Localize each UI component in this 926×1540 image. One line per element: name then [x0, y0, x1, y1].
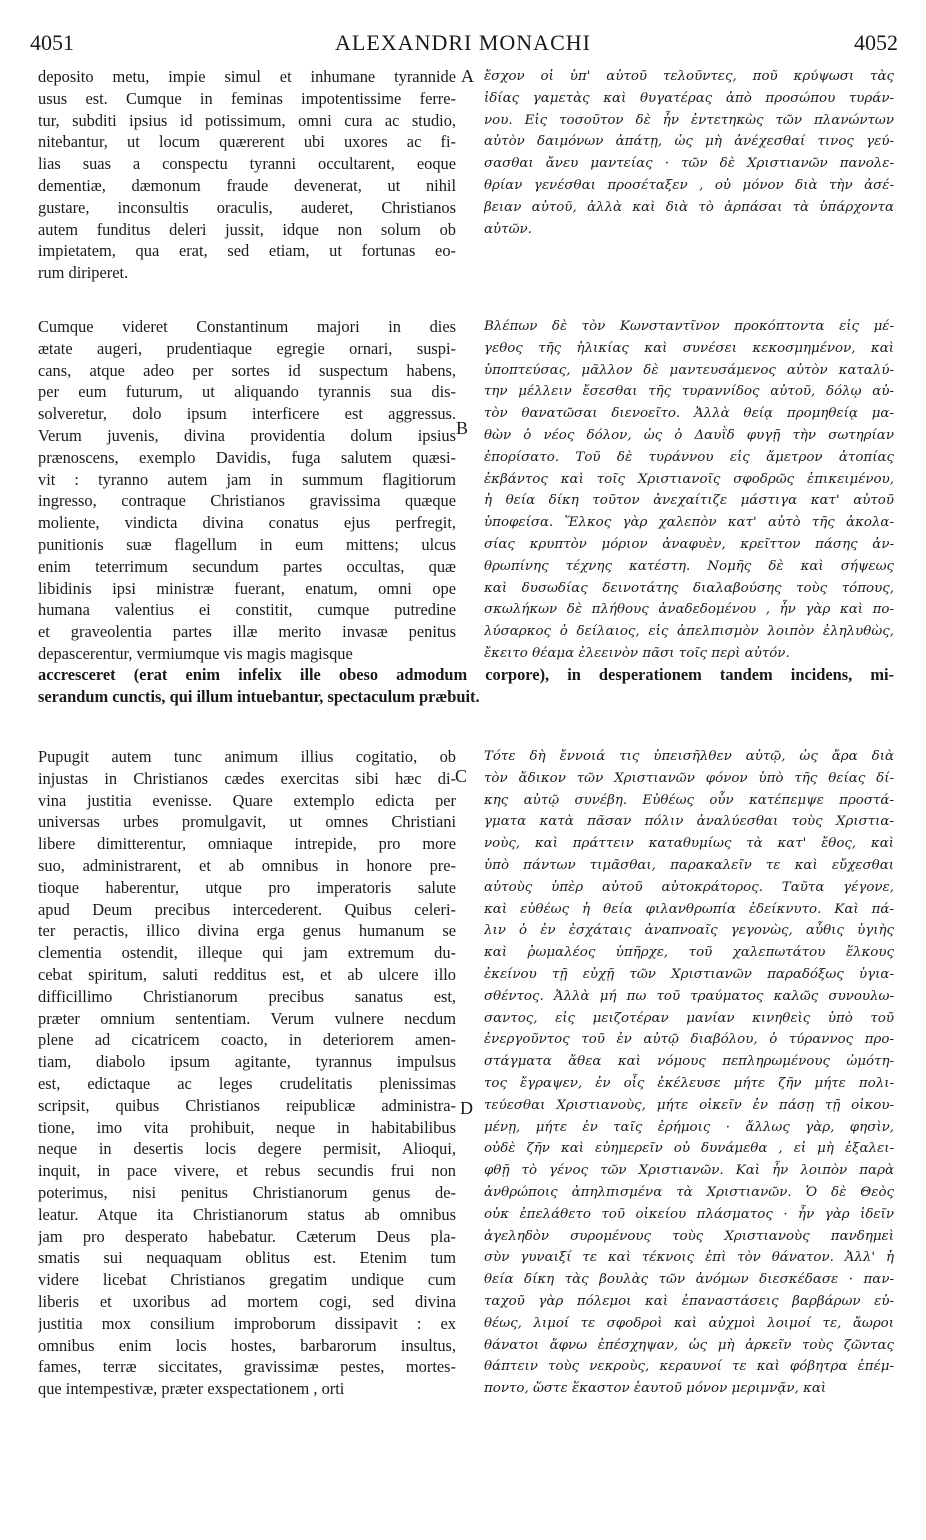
- greek-text-line: ἔσχον οἱ ὑπ' αὐτοῦ τελοῦντες, ποῦ κρύψωσι τὰς: [484, 69, 894, 84]
- latin-text-line: Verum juvenis, divina providentia dolum ipsius: [38, 425, 456, 445]
- latin-text-line: lias suas a conspectu tyranni occultarent, eoque: [38, 154, 456, 174]
- margin-marker-c: C: [455, 766, 468, 786]
- greek-paragraph-2: [484, 316, 894, 665]
- greek-text-line: σθέντος. Ἀλλὰ μή πω τοῦ τραύματος καλῶς συνουλω-: [484, 988, 894, 1004]
- greek-text-line: ἐνεργοῦντος τοῦ ἐν αὐτῷ διαβόλου, ὁ τύραννος προ-: [484, 1032, 894, 1048]
- greek-text-line: τεύεσθαι Χριστιανοὺς, μήτε οἰκεῖν ἐν πάσῃ τῇ οἰκου-: [484, 1097, 894, 1113]
- latin-text-line: tioque haberentur, utque pro imperatoris salute: [38, 877, 456, 897]
- latin-text-line: ingresso, contraque Christianos gravissima quæque: [38, 491, 456, 511]
- greek-text-line: σκωλήκων δὲ πλήθους ἀναδεδομένου , ἦν γὰρ καὶ πο-: [484, 602, 894, 618]
- greek-text-line: τὸν ἄδικον τῶν Χριστιανῶν φόνον ὑπὸ τῆς θείας δί-: [484, 770, 894, 786]
- latin-text-line: prænoscens, exemplo Davidis, fuga salutem quæsi-: [38, 447, 456, 467]
- greek-text-line: ποντο, ὥστε ἕκαστον ἑαυτοῦ μόνον μεριμνᾷν, καὶ: [484, 1381, 827, 1397]
- latin-text-line: Cumque videret Constantinum majori in dies: [38, 317, 456, 336]
- greek-text-line: θεία δίκη τὰς βουλὰς τῶν ἀνόμων διεσκέδασε · παν-: [484, 1272, 894, 1288]
- greek-text-line: φθῇ τὸ γένος τῶν Χριστιανῶν. Καὶ ἦν λοιπὸν παρὰ: [484, 1163, 894, 1179]
- latin-text-line: punitionis suæ flagellum in eum mittens; ulcus: [38, 534, 456, 554]
- latin-text-line: moliente, vindicta divina conatus ejus perfregit,: [38, 513, 456, 533]
- greek-text-line: οὐκ ἐπελάθετο τοῦ οἰκείου πλάσματος · ἦν γὰρ ἰδεῖν: [484, 1206, 894, 1222]
- latin-text-line: ter peractis, illico divina erga genus humanum se: [38, 921, 456, 941]
- latin-text-line: vit : tyranno autem jam in summum flagitiorum: [38, 469, 456, 489]
- greek-text-line: λιν ὁ ἐν ἐσχάταις ἀναπνοαῖς γεγονὼς, αὖθις ὑγιὴς: [484, 923, 894, 939]
- latin-text-line: leatur. Atque ita Christianorum status ab omnibus: [38, 1204, 456, 1224]
- greek-text-line: κης αὐτῷ συνέβη. Εὐθέως οὖν κατέπεμψε προστά-: [484, 792, 894, 808]
- latin-text-line: vina justitia evenisse. Quare extemplo edicta per: [38, 790, 456, 810]
- full-width-text-line: accresceret (erat enim infelix ille obeso admodum corpore), in desperationem tandem incidens, mi-: [38, 665, 894, 684]
- greek-text-line: ἐκείνου τῇ εὐχῇ τῶν Χριστιανῶν παραδόξως ὑγια-: [484, 966, 894, 982]
- greek-text-line: Βλέπων δὲ τὸν Κωνσταντῖνον προκόπτοντα εἰς μέ-: [484, 319, 894, 334]
- latin-text-line: rum diriperet.: [38, 263, 129, 283]
- latin-text-line: liberis et uxoribus ad mortem cogi, sed divina: [38, 1291, 456, 1311]
- latin-paragraph-3: [38, 746, 456, 1400]
- latin-text-line: tur, subditi ipsius id potissimum, omni cura ac studio,: [38, 110, 456, 130]
- greek-text-line: ἀγεληδὸν συρομένους τοὺς Χριστιανοὺς πανδημεὶ: [484, 1228, 894, 1244]
- greek-text-line: ἔκειτο θέαμα ἐλεεινὸν πᾶσι τοῖς περὶ αὐτόν.: [484, 645, 790, 661]
- latin-text-line: dementiæ, dæmonum fraude devenerat, ut nihil: [38, 175, 456, 195]
- latin-text-line: scripsit, quibus Christianos reipublicæ administra-: [38, 1095, 456, 1115]
- greek-text-line: ἐπορίσατο. Τοῦ δὲ τυράννου εἰς ἄμετρον ἀτοπίας: [484, 449, 894, 465]
- greek-text-line: καὶ ῥωμαλέος ὑπῆρχε, τοῦ χαλεπωτάτου ἕλκους: [484, 945, 894, 961]
- latin-text-line: clementia ostendit, illeque qui jam extremum du-: [38, 943, 456, 963]
- page-header: [0, 30, 926, 58]
- latin-text-line: inquit, in pace vivere, et rebus secundis frui non: [38, 1161, 456, 1181]
- latin-text-line: tiam, diabolo ipsum agitante, tyrannus impulsus: [38, 1052, 456, 1072]
- latin-text-line: enim teterrimum secundum partes occultas, quæ: [38, 556, 456, 576]
- greek-text-line: νοὺς, καὶ πράττειν καταθυμίως τὰ κατ' ἔθος, καὶ: [484, 836, 894, 852]
- latin-text-line: smatis sui nequaquam oblitus est. Etenim tum: [38, 1248, 456, 1268]
- latin-text-line: per eum futurum, ut aliquando tyrannis sua dis-: [38, 382, 456, 402]
- greek-text-line: τος ἔγραψεν, ἐν οἷς ἐκέλευσε μήτε ζῆν μήτε πολι-: [484, 1075, 894, 1091]
- greek-text-line: θάνατοι ἄφνω ἐπέσχηψαν, ὡς μὴ ἀρκεῖν τοὺς ζῶντας: [484, 1337, 894, 1353]
- greek-text-line: θὼν ὁ νέος δόλον, ὡς ὁ Δαυῒδ φυγῇ τὴν σωτηρίαν: [484, 427, 894, 443]
- greek-text-line: Τότε δὴ ἔννοιά τις ὑπεισῆλθεν αὐτῷ, ὡς ἄρα διὰ: [484, 749, 894, 764]
- greek-text-line: σίας κρυπτὸν μόριον ἀναφυὲν, κρεῖττον πάσης ἀν-: [484, 536, 894, 552]
- greek-text-line: καὶ εὐθέως ἡ θεία φιλανθρωπία ἐδείκνυτο. Καὶ πά-: [484, 901, 894, 917]
- greek-text-line: θέως, λιμοί τε σφοδροὶ καὶ αὐχμοὶ λοιμοί τε, ἄωροι: [484, 1315, 894, 1331]
- latin-paragraph-1: [38, 66, 456, 284]
- greek-text-line: καὶ δυσωδίας δεινοτάτης διαλαβούσης τοὺς τόπους,: [484, 580, 894, 596]
- latin-text-line: fames, terræ siccitates, gravissimæ pestes, mortes-: [38, 1357, 456, 1377]
- latin-text-line: que intempestivæ, præter exspectationem , orti: [38, 1379, 345, 1399]
- latin-text-line: jam pro desperato habebatur. Cæterum Deus pla-: [38, 1226, 456, 1246]
- latin-text-line: ætate augeri, prudentiaque egregie ornari, suspi-: [38, 338, 456, 358]
- latin-text-line: plene ad cicatricem coacto, in deteriorem amen-: [38, 1030, 456, 1050]
- greek-text-line: σαντος, εἰς μειζοτέραν μανίαν κινηθεὶς ὑπὸ τοῦ: [484, 1010, 894, 1026]
- latin-text-line: gustare, inconsultis oraculis, auderet, Christianos: [38, 197, 456, 217]
- latin-text-line: deposito metu, impie simul et inhumane tyrannide: [38, 67, 456, 86]
- latin-text-line: tione, imo vita prohibuit, neque in habitabilibus: [38, 1117, 456, 1137]
- greek-text-line: στάγματα ἄθεα καὶ νόμους πεπληρωμένους ὠμότη-: [484, 1054, 894, 1070]
- latin-text-line: usus est. Cumque in feminas impotentissime ferre-: [38, 88, 456, 108]
- latin-text-line: apud Deum precibus intercederent. Quibus celeri-: [38, 899, 456, 919]
- latin-text-line: injustas in Christianos cædes exercitas sibi hæc di-: [38, 768, 456, 788]
- greek-text-line: ὑπὸ πάντων τιμᾶσθαι, παρακαλεῖν τε καὶ εὔχεσθαι: [484, 857, 894, 873]
- greek-text-line: σασθαι ἄνευ μαντείας · τῶν δὲ Χριστιανῶν πανολε-: [484, 156, 894, 172]
- latin-text-line: libidinis ipsi ministræ fuerant, enatum, omni ope: [38, 578, 456, 598]
- greek-text-line: ὑποφείσα. Ἕλκος γὰρ χαλεπὸν κατ' αὐτὸ τῆς ἀκολα-: [484, 515, 894, 531]
- greek-text-line: γεθος τῆς ἡλικίας καὶ συνέσει κεκοσμημένον, καὶ: [484, 340, 894, 356]
- latin-text-line: justitia mox consilium improborum dissipavit : ex: [38, 1313, 456, 1333]
- greek-text-line: ἐκβάντος καὶ τοῖς Χριστιανοῖς σφοδρῶς ἐπικειμένου,: [484, 471, 894, 487]
- margin-marker-a: A: [461, 66, 474, 86]
- greek-text-line: θάπτειν τοὺς νεκροὺς, κεραυνοί τε καὶ φόβητρα ἐπέμ-: [484, 1359, 894, 1375]
- latin-text-line: suo, administrarent, et ab omnibus in honore pre-: [38, 855, 456, 875]
- latin-text-line: nitebantur, ut locum quærerent ubi uxores ac fi-: [38, 132, 456, 152]
- greek-text-line: την μέλλειν ἔσεσθαι τῆς τυραννίδος αὐτοῦ, δόλῳ αὐ-: [484, 384, 894, 400]
- greek-text-line: ταχοῦ γὰρ πόλεμοι καὶ ἐπαναστάσεις βαρβάρων εὐ-: [484, 1293, 894, 1309]
- greek-paragraph-3: [484, 746, 894, 1400]
- greek-text-line: σὺν γυναιξί τε καὶ τέκνοις ἐπὶ τὸν θάνατον. Ἀλλ' ἡ: [484, 1250, 894, 1266]
- latin-text-line: solveretur, dolo ipsum interficere est aggressus.: [38, 404, 456, 424]
- full-width-lines: [38, 664, 894, 708]
- latin-paragraph-2: [38, 316, 456, 665]
- greek-text-line: θρωπίνης τέχνης κατέστη. Νομῆς δὲ καὶ σήψεως: [484, 558, 894, 574]
- greek-text-line: τὸν θανατῶσαι διενοεῖτο. Ἀλλὰ θείᾳ προμηθείᾳ μα-: [484, 406, 894, 422]
- greek-text-line: βειαν αὐτοῦ, ἀλλὰ καὶ διὰ τὸ ἁρπάσαι τὰ ὑπάρχοντα: [484, 199, 894, 215]
- greek-text-line: μένῃ, μήτε ἐν ταῖς ἐρήμοις · ἄλλως γὰρ, φησὶν,: [484, 1119, 894, 1135]
- latin-text-line: poterimus, nisi penitus Christianorum genus de-: [38, 1182, 456, 1202]
- greek-text-line: ἀνθρώποις ἀπηλπισμένα τὰ Χριστιανῶν. Ὁ δὲ Θεὸς: [484, 1184, 894, 1200]
- greek-text-line: γματα κατὰ πᾶσαν πόλιν ἀναλύεσθαι τοὺς Χριστια-: [484, 814, 894, 830]
- latin-text-line: universas urbes promulgavit, ut omnes Christiani: [38, 812, 456, 832]
- left-column-number: 4051: [30, 30, 74, 55]
- latin-text-line: est, edictaque ac leges crudelitatis plenissimas: [38, 1073, 456, 1093]
- greek-text-line: λύσαρκος ὁ δείλαιος, εἰς ἀπελπισμὸν λοιπὸν ἐληλυθὼς,: [484, 624, 894, 640]
- latin-text-line: Pupugit autem tunc animum illius cogitatio, ob: [38, 747, 456, 766]
- latin-text-line: videre licebat Christianos gregatim undique cum: [38, 1270, 456, 1290]
- latin-text-line: autem funditus deleri jussit, idque non solum ob: [38, 219, 456, 239]
- latin-text-line: impietatem, qua erat, sed etiam, ut fortunas eo-: [38, 241, 456, 261]
- margin-marker-d: D: [460, 1098, 473, 1118]
- latin-text-line: libere dimitterentur, omniaque intrepide, pro more: [38, 834, 456, 854]
- latin-text-line: omnibus enim locis hostes, barbarorum insultus,: [38, 1335, 456, 1355]
- greek-text-line: ἡ θεία δίκη τοῦτον ἀνεχαίτιζε μάστιγα κατ' αὐτοῦ: [484, 493, 894, 509]
- latin-text-line: cebat spiritum, saluti redditus est, et ab ulcere illo: [38, 964, 456, 984]
- latin-text-line: cans, atque adeo per sortes id suspectum habens,: [38, 360, 456, 380]
- greek-text-line: ἰδίας γαμετὰς καὶ θυγατέρας ἀπὸ προσώπου τυράν-: [484, 90, 894, 106]
- greek-text-line: αὐτὸν δαιμόνων ἀπάτῃ, ὡς μὴ ἀνέχεσθαί τινος γεύ-: [484, 134, 894, 150]
- latin-text-line: difficillimo Christianorum precibus sanatus est,: [38, 986, 456, 1006]
- full-width-text-line: serandum cunctis, qui illum intuebantur, spectaculum præbuit.: [38, 686, 480, 706]
- latin-text-line: depascerentur, vermiumque vis magis magisque: [38, 643, 353, 663]
- greek-text-line: οὐδὲ ζῆν καὶ εὐημερεῖν οὐ δυνάμεθα , εἰ μὴ ἐξαλει-: [484, 1141, 894, 1157]
- greek-text-line: αὐτῶν.: [484, 221, 532, 237]
- greek-paragraph-1: [484, 66, 894, 240]
- greek-text-line: θρίαν γενέσθαι προσέταξεν , οὐ μόνον διὰ τὴν ἀσέ-: [484, 177, 894, 193]
- latin-text-line: neque in desertis locis degere permisit, Alioqui,: [38, 1139, 456, 1159]
- latin-text-line: et graveolentia partes illæ merito invasæ penitus: [38, 622, 456, 642]
- latin-text-line: præter omnium sententiam. Verum vulnere necdum: [38, 1008, 456, 1028]
- margin-marker-b: B: [456, 418, 469, 438]
- greek-text-line: αὐτοὺς ὑπὲρ αὐτοῦ αὐτοκράτορος. Ταῦτα γέγονε,: [484, 879, 894, 895]
- latin-text-line: humana valentius ei constitit, cumque putredine: [38, 600, 456, 620]
- greek-text-line: νου. Εἰς τοσοῦτον δὲ ἦν ἐντετηκὼς τῶν πλανώντων: [484, 112, 894, 128]
- right-column-number: 4052: [854, 30, 898, 55]
- greek-text-line: ὑποπτεύσας, μᾶλλον δὲ μαντευσάμενος αὐτὸν καταλύ-: [484, 362, 894, 378]
- running-title: ALEXANDRI MONACHI: [335, 30, 591, 55]
